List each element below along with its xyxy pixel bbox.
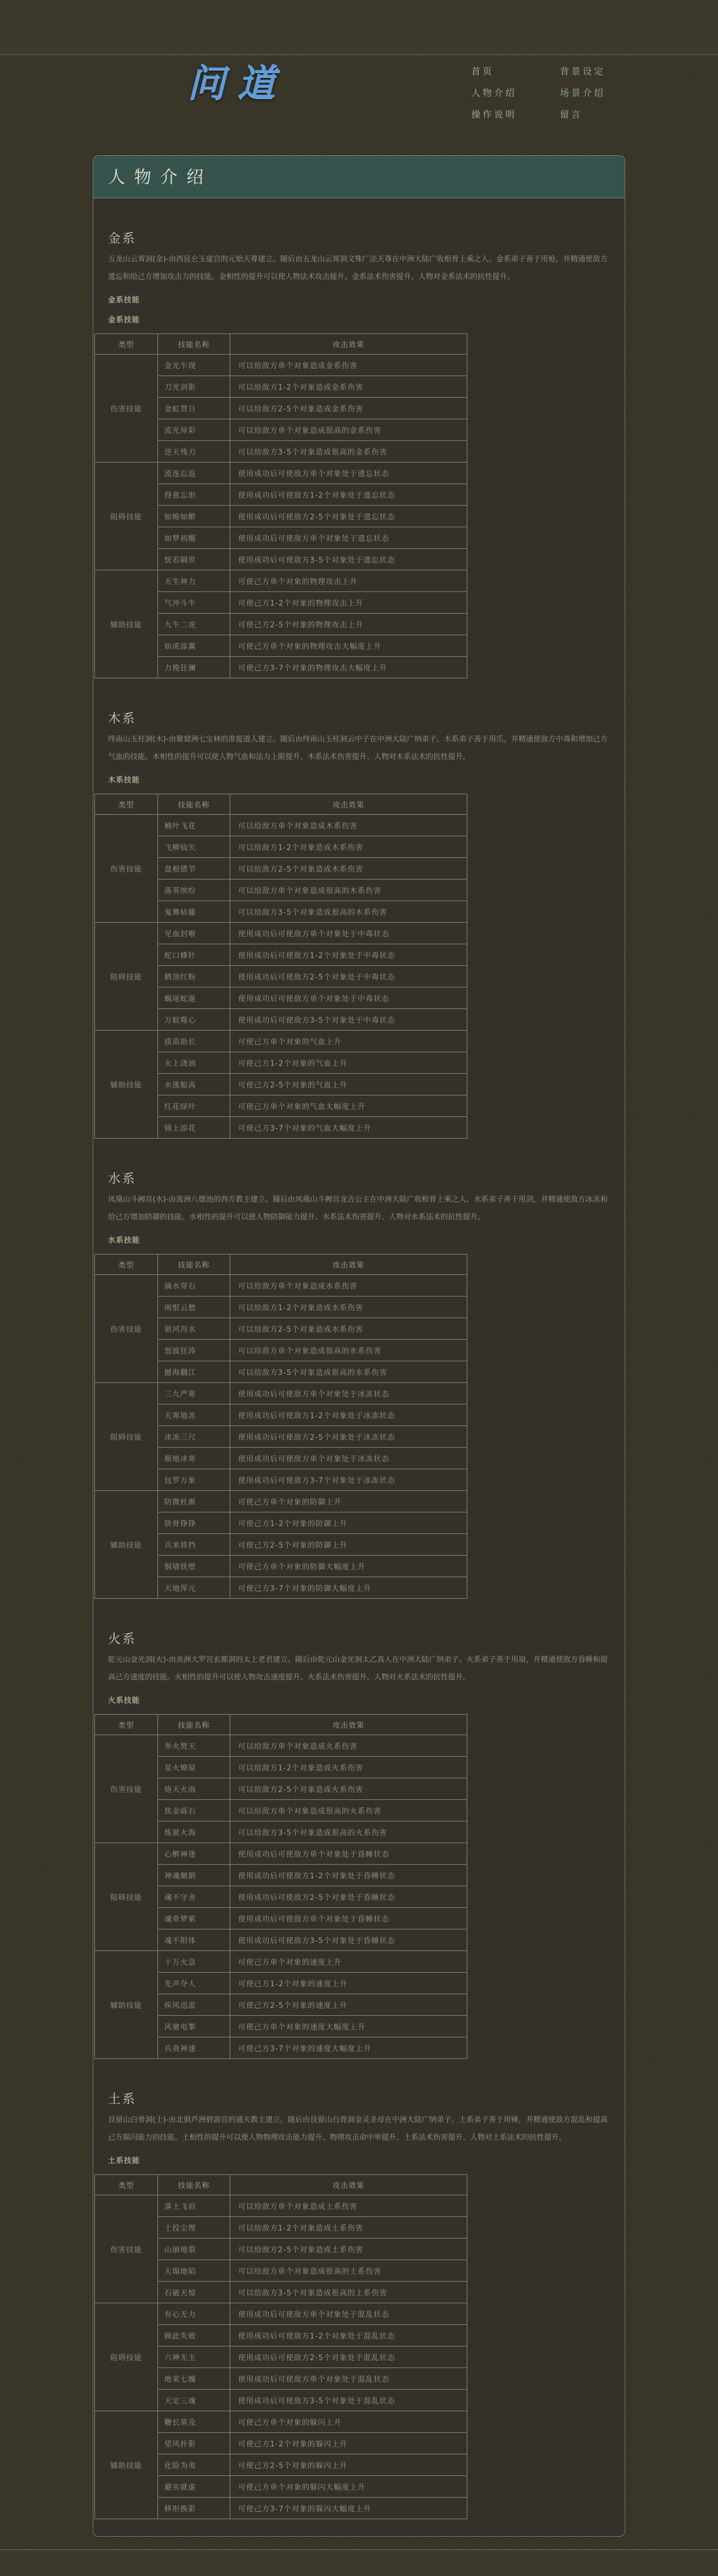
skill-name-cell: 逆天残刃 <box>158 441 230 462</box>
nav-link-characters[interactable]: 人物介绍 <box>471 87 517 98</box>
element-section <box>93 1629 625 2059</box>
skill-effect-cell: 使用成功后可使敌方单个对象处于混乱状态 <box>230 2303 467 2325</box>
skill-name-cell: 万蚁噬心 <box>158 1009 230 1031</box>
element-section <box>93 229 625 678</box>
skill-type-cell: 阻碍技能 <box>95 1383 158 1491</box>
skill-effect-cell: 使用成功后可使敌方3-5个对象处于中毒状态 <box>230 1009 467 1031</box>
skill-effect-cell: 可使己方单个对象的速度大幅度上升 <box>230 2016 467 2037</box>
skill-name-cell: 天寒地冻 <box>158 1404 230 1426</box>
skill-effect-cell: 可使己方1-2个对象的气血上升 <box>230 1052 467 1074</box>
skills-table-label: 土系技能 <box>108 2157 140 2166</box>
nav-column-right <box>560 63 605 128</box>
skill-effect-cell: 可使己方单个对象的物理攻击上升 <box>230 570 467 592</box>
column-header-type: 类型 <box>95 1715 158 1735</box>
skill-name-cell: 烙天火雨 <box>158 1778 230 1800</box>
table-row <box>95 1843 467 1865</box>
skill-effect-cell: 可以给敌方单个对象造成很高的土系伤害 <box>230 2260 467 2282</box>
skills-table-label: 金系技能 <box>108 316 140 325</box>
skill-effect-cell: 使用成功后可使敌方2-5个对象处于中毒状态 <box>230 966 467 987</box>
skill-name-cell: 如虎添翼 <box>158 635 230 657</box>
skill-name-cell: 铁骨铮铮 <box>158 1512 230 1534</box>
column-header-effect: 攻击效果 <box>230 794 467 815</box>
skills-table-head <box>95 1254 467 1275</box>
skill-effect-cell: 可使己方3-7个对象的防御大幅度上升 <box>230 1577 467 1599</box>
skill-effect-cell: 使用成功后可使敌方单个对象处于遗忘状态 <box>230 527 467 549</box>
skill-effect-cell: 使用成功后可使敌方1-2个对象处于中毒状态 <box>230 944 467 966</box>
skills-table <box>94 1714 467 2059</box>
page-footer <box>0 2549 718 2576</box>
skill-name-cell: 魂牵梦萦 <box>158 1908 230 1929</box>
skill-effect-cell: 使用成功后可使敌方2-5个对象处于混乱状态 <box>230 2346 467 2368</box>
skill-effect-cell: 可使己方1-2个对象的物理攻击上升 <box>230 592 467 614</box>
skill-name-cell: 焦金砾石 <box>158 1800 230 1821</box>
skill-name-cell: 移形换影 <box>158 2498 230 2519</box>
column-header-type: 类型 <box>95 334 158 355</box>
skill-name-cell: 防微杜渐 <box>158 1491 230 1512</box>
skill-effect-cell: 使用成功后可使敌方3-5个对象处于昏睡状态 <box>230 1929 467 1951</box>
skill-name-cell: 六神无主 <box>158 2346 230 2368</box>
skill-effect-cell: 使用成功后可使敌方3-5个对象处于混乱状态 <box>230 2390 467 2411</box>
skill-effect-cell: 可使己方单个对象的气血大幅度上升 <box>230 1095 467 1117</box>
column-header-effect: 攻击效果 <box>230 1715 467 1735</box>
skill-effect-cell: 可以给敌方1-2个对象造成木系伤害 <box>230 836 467 858</box>
skill-effect-cell: 可使己方2-5个对象的气血上升 <box>230 1074 467 1095</box>
skill-name-cell: 流光异彩 <box>158 419 230 441</box>
skill-name-cell: 土投尘埋 <box>158 2217 230 2239</box>
skill-name-cell: 刀光剑影 <box>158 376 230 398</box>
section-heading: 火系 <box>108 1632 137 1647</box>
nav-link-message[interactable]: 留言 <box>560 109 583 120</box>
skill-type-cell: 辅助技能 <box>95 1951 158 2059</box>
element-section <box>93 709 625 1139</box>
skills-table-body <box>95 2195 467 2519</box>
skill-effect-cell: 可以给敌方3-5个对象造成很高的土系伤害 <box>230 2282 467 2303</box>
section-heading: 金系 <box>108 232 137 246</box>
skill-name-cell: 落英缤纷 <box>158 879 230 901</box>
skill-name-cell: 雨恨云愁 <box>158 1297 230 1318</box>
section-intro: 五龙山云霄洞(金)-由西昆仑玉虚宫的元始天尊建立。随后由五龙山云霄洞文殊广法天尊在中洲大陆广收根骨上乘之人。金系弟子善于用枪，并精通使敌方遗忘和给己方增加攻击力的技能。金相性的提升可以使人物法术攻击提升、金系法术伤害提升、人物对金系法术的抗性提升。 <box>108 255 608 281</box>
skill-effect-cell: 可使己方1-2个对象的速度上升 <box>230 1973 467 1994</box>
table-row <box>95 1951 467 1973</box>
skill-name-cell: 鹤顶红粉 <box>158 966 230 987</box>
section-heading: 土系 <box>108 2093 137 2107</box>
site-header <box>0 55 718 132</box>
skill-name-cell: 如梦初醒 <box>158 527 230 549</box>
skill-type-cell: 辅助技能 <box>95 570 158 678</box>
skill-effect-cell: 可使己方1-2个对象的防御上升 <box>230 1512 467 1534</box>
skill-effect-cell: 可使己方2-5个对象的物理攻击上升 <box>230 614 467 635</box>
skill-effect-cell: 可使己方单个对象的气血上升 <box>230 1031 467 1052</box>
column-header-effect: 攻击效果 <box>230 2175 467 2195</box>
skills-table-label: 火系技能 <box>108 1697 140 1706</box>
skill-name-cell: 撼海翻江 <box>158 1361 230 1383</box>
element-section <box>93 1169 625 1599</box>
skill-name-cell: 九牛二虎 <box>158 614 230 635</box>
skill-effect-cell: 可以给敌方单个对象造成金系伤害 <box>230 355 467 376</box>
skill-name-cell: 魂不附体 <box>158 1929 230 1951</box>
skill-name-cell: 举火焚天 <box>158 1735 230 1757</box>
table-row <box>95 570 467 592</box>
skill-name-cell: 山崩地裂 <box>158 2239 230 2260</box>
table-row <box>95 1383 467 1404</box>
skills-table-label: 木系技能 <box>108 776 140 785</box>
content-panel <box>93 155 625 2537</box>
skill-effect-cell: 使用成功后可使敌方1-2个对象处于混乱状态 <box>230 2325 467 2346</box>
skills-table-head <box>95 2175 467 2195</box>
skill-effect-cell: 可以给敌方3-5个对象造成很高的金系伤害 <box>230 441 467 462</box>
skill-effect-cell: 可以给敌方2-5个对象造成水系伤害 <box>230 1318 467 1340</box>
skill-name-cell: 地束七魄 <box>158 2368 230 2390</box>
skill-effect-cell: 使用成功后可使敌方1-2个对象处于冰冻状态 <box>230 1404 467 1426</box>
skills-table-head <box>95 1715 467 1735</box>
table-row <box>95 2303 467 2325</box>
skill-name-cell: 化险为夷 <box>158 2454 230 2476</box>
skill-effect-cell: 可使己方单个对象的躲闪上升 <box>230 2411 467 2433</box>
skill-name-cell: 蝎尾蛇涎 <box>158 987 230 1009</box>
skills-table-label: 金系技能 <box>108 296 140 305</box>
section-intro: 终南山玉柱洞(木)-由聚窟洲七宝林的准提道人建立。随后由终南山玉柱洞云中子在中洲大陆广纳弟子。木系弟子善于用爪，并精通使敌方中毒和增加己方气血的技能。木相性的提升可以使人物气血和法力上限提升、木系法术伤害提升、人物对木系法术的抗性提升。 <box>108 735 608 761</box>
skills-table <box>94 1254 467 1599</box>
skill-name-cell: 兵贵神速 <box>158 2037 230 2059</box>
skill-effect-cell: 可使己方单个对象的速度上升 <box>230 1951 467 1973</box>
skills-table-label: 水系技能 <box>108 1236 140 1245</box>
nav-column-left <box>471 63 517 128</box>
skill-effect-cell: 可以给敌方2-5个对象造成金系伤害 <box>230 398 467 419</box>
skill-name-cell: 天生神力 <box>158 570 230 592</box>
skills-table-body <box>95 355 467 678</box>
skill-type-cell: 阻碍技能 <box>95 1843 158 1951</box>
skill-effect-cell: 使用成功后可使敌方单个对象处于中毒状态 <box>230 923 467 944</box>
skill-type-cell: 阻碍技能 <box>95 923 158 1031</box>
table-row <box>95 1275 467 1297</box>
skill-effect-cell: 可以给敌方1-2个对象造成火系伤害 <box>230 1757 467 1778</box>
skill-name-cell: 先声夺人 <box>158 1973 230 1994</box>
site-logo[interactable]: 问道 <box>188 61 288 105</box>
skill-effect-cell: 使用成功后可使敌方1-2个对象处于遗忘状态 <box>230 484 467 506</box>
skill-name-cell: 鬼舞枯藤 <box>158 901 230 923</box>
skill-effect-cell: 可使己方3-7个对象的躲闪大幅度上升 <box>230 2498 467 2519</box>
table-header-row <box>95 334 467 355</box>
skill-effect-cell: 可以给敌方3-5个对象造成很高的水系伤害 <box>230 1361 467 1383</box>
table-row <box>95 2195 467 2217</box>
skill-effect-cell: 使用成功后可使敌方单个对象处于冰冻状态 <box>230 1448 467 1469</box>
table-row <box>95 1031 467 1052</box>
skill-name-cell: 天定三魂 <box>158 2390 230 2411</box>
skills-table <box>94 794 467 1139</box>
table-row <box>95 462 467 484</box>
skill-name-cell: 金虹贯日 <box>158 398 230 419</box>
skill-effect-cell: 使用成功后可使敌方2-5个对象处于遗忘状态 <box>230 506 467 527</box>
skill-name-cell: 流连忘返 <box>158 462 230 484</box>
skill-name-cell: 银河泻水 <box>158 1318 230 1340</box>
nav-link-background[interactable]: 背景设定 <box>560 66 606 77</box>
section-heading: 水系 <box>108 1172 137 1187</box>
skill-name-cell: 炼狱火海 <box>158 1821 230 1843</box>
skill-effect-cell: 可以给敌方单个对象造成土系伤害 <box>230 2195 467 2217</box>
skill-name-cell: 避实就虚 <box>158 2476 230 2498</box>
table-row <box>95 815 467 836</box>
skill-name-cell: 盘根错节 <box>158 858 230 879</box>
skill-effect-cell: 可以给敌方单个对象造成很高的火系伤害 <box>230 1800 467 1821</box>
skill-name-cell: 如痴如醉 <box>158 506 230 527</box>
skill-name-cell: 见血封喉 <box>158 923 230 944</box>
nav-link-home[interactable]: 首页 <box>471 66 495 77</box>
skill-effect-cell: 可以给敌方单个对象造成火系伤害 <box>230 1735 467 1757</box>
table-row <box>95 923 467 944</box>
skill-name-cell: 兵来将挡 <box>158 1534 230 1556</box>
element-section <box>93 2090 625 2519</box>
page-title: 人物介绍 <box>93 156 625 198</box>
skills-table-body <box>95 1275 467 1599</box>
nav-link-controls[interactable]: 操作说明 <box>471 109 517 120</box>
sections-container <box>93 229 625 2519</box>
skill-effect-cell: 可以给敌方2-5个对象造成木系伤害 <box>230 858 467 879</box>
skill-effect-cell: 可使己方3-7个对象的气血大幅度上升 <box>230 1117 467 1139</box>
skill-effect-cell: 使用成功后可使敌方3-5个对象处于遗忘状态 <box>230 549 467 570</box>
section-intro: 艮留山白骨洞(土)-由北俱芦洲碧游宫的通天教主建立。随后由艮留山白骨洞金灵圣母在中洲大陆广纳弟子。土系弟子善于用锤，并精通使敌方混乱和提高己方躲闪能力的技能。土相性的提升可以使人物物理攻击能力提升、物理攻击命中率提升、土系法术伤害提升、人物对土系法术的抗性提升。 <box>108 2116 608 2142</box>
skill-name-cell: 三九严寒 <box>158 1383 230 1404</box>
skills-table-head <box>95 334 467 355</box>
column-header-effect: 攻击效果 <box>230 1254 467 1275</box>
column-header-effect: 攻击效果 <box>230 334 467 355</box>
skill-effect-cell: 可以给敌方单个对象造成木系伤害 <box>230 815 467 836</box>
skill-name-cell: 有心无力 <box>158 2303 230 2325</box>
skill-effect-cell: 可以给敌方单个对象造成很高的木系伤害 <box>230 879 467 901</box>
skill-effect-cell: 可使己方1-2个对象的躲闪上升 <box>230 2433 467 2454</box>
skill-name-cell: 金光乍现 <box>158 355 230 376</box>
skill-effect-cell: 可以给敌方3-5个对象造成很高的木系伤害 <box>230 901 467 923</box>
skill-name-cell: 神魂颠倒 <box>158 1865 230 1886</box>
skill-effect-cell: 使用成功后可使敌方单个对象处于昏睡状态 <box>230 1908 467 1929</box>
column-header-skill-name: 技能名称 <box>158 1715 230 1735</box>
skill-effect-cell: 可使己方单个对象的防御上升 <box>230 1491 467 1512</box>
skill-name-cell: 铜墙铁壁 <box>158 1556 230 1577</box>
skill-name-cell: 天地浑元 <box>158 1577 230 1599</box>
skill-type-cell: 阻碍技能 <box>95 462 158 570</box>
skill-effect-cell: 可使己方3-7个对象的速度大幅度上升 <box>230 2037 467 2059</box>
skill-effect-cell: 可以给敌方1-2个对象造成水系伤害 <box>230 1297 467 1318</box>
skill-name-cell: 十万火急 <box>158 1951 230 1973</box>
skill-name-cell: 鞭长莫及 <box>158 2411 230 2433</box>
skills-table <box>94 2174 467 2519</box>
skill-effect-cell: 可以给敌方1-2个对象造成金系伤害 <box>230 376 467 398</box>
skill-type-cell: 伤害技能 <box>95 1735 158 1843</box>
skill-effect-cell: 可使己方单个对象的防御大幅度上升 <box>230 1556 467 1577</box>
table-header-row <box>95 794 467 815</box>
skill-name-cell: 楠叶飞花 <box>158 815 230 836</box>
skill-name-cell: 疾风迅雷 <box>158 1994 230 2016</box>
table-header-row <box>95 1715 467 1735</box>
section-heading: 木系 <box>108 712 137 727</box>
skills-table <box>94 334 467 678</box>
skill-effect-cell: 使用成功后可使敌方单个对象处于冰冻状态 <box>230 1383 467 1404</box>
skill-effect-cell: 可以给敌方2-5个对象造成火系伤害 <box>230 1778 467 1800</box>
skill-effect-cell: 可以给敌方单个对象造成很高的水系伤害 <box>230 1340 467 1361</box>
skills-table-body <box>95 815 467 1139</box>
skill-name-cell: 力挽狂澜 <box>158 657 230 678</box>
skill-effect-cell: 使用成功后可使敌方单个对象处于混乱状态 <box>230 2368 467 2390</box>
skill-type-cell: 伤害技能 <box>95 355 158 462</box>
top-strip <box>0 0 718 55</box>
skill-effect-cell: 使用成功后可使敌方单个对象处于中毒状态 <box>230 987 467 1009</box>
skill-name-cell: 顾此失彼 <box>158 2325 230 2346</box>
skill-type-cell: 伤害技能 <box>95 2195 158 2303</box>
skill-effect-cell: 可使己方单个对象的物理攻击大幅度上升 <box>230 635 467 657</box>
column-header-type: 类型 <box>95 794 158 815</box>
table-row <box>95 2411 467 2433</box>
skill-effect-cell: 使用成功后可使敌方3-7个对象处于冰冻状态 <box>230 1469 467 1491</box>
skill-name-cell: 风驰电掣 <box>158 2016 230 2037</box>
skill-type-cell: 阻碍技能 <box>95 2303 158 2411</box>
skill-name-cell: 天塌地陷 <box>158 2260 230 2282</box>
skill-effect-cell: 可使己方3-7个对象的物理攻击大幅度上升 <box>230 657 467 678</box>
skill-name-cell: 滴水穿石 <box>158 1275 230 1297</box>
skill-effect-cell: 可以给敌方单个对象造成水系伤害 <box>230 1275 467 1297</box>
skill-name-cell: 星火燎原 <box>158 1757 230 1778</box>
skill-effect-cell: 可以给敌方2-5个对象造成土系伤害 <box>230 2239 467 2260</box>
skill-type-cell: 辅助技能 <box>95 2411 158 2519</box>
skill-name-cell: 锦上添花 <box>158 1117 230 1139</box>
skill-name-cell: 气冲斗牛 <box>158 592 230 614</box>
column-header-skill-name: 技能名称 <box>158 794 230 815</box>
skill-name-cell: 蛇口蜂针 <box>158 944 230 966</box>
skill-type-cell: 辅助技能 <box>95 1491 158 1599</box>
table-row <box>95 355 467 376</box>
skill-effect-cell: 使用成功后可使敌方1-2个对象处于昏睡状态 <box>230 1865 467 1886</box>
skill-type-cell: 伤害技能 <box>95 1275 158 1383</box>
table-header-row <box>95 2175 467 2195</box>
skill-effect-cell: 可使己方2-5个对象的躲闪上升 <box>230 2454 467 2476</box>
skill-effect-cell: 可以给敌方1-2个对象造成土系伤害 <box>230 2217 467 2239</box>
nav-link-scenes[interactable]: 场景介绍 <box>560 87 606 98</box>
skill-name-cell: 恍若隔世 <box>158 549 230 570</box>
skill-name-cell: 红花绿叶 <box>158 1095 230 1117</box>
skill-name-cell: 石破天惊 <box>158 2282 230 2303</box>
skill-name-cell: 魂不守舍 <box>158 1886 230 1908</box>
column-header-skill-name: 技能名称 <box>158 1254 230 1275</box>
column-header-type: 类型 <box>95 1254 158 1275</box>
skills-table-head <box>95 794 467 815</box>
skill-name-cell: 水涨船高 <box>158 1074 230 1095</box>
skill-name-cell: 得意忘形 <box>158 484 230 506</box>
skill-name-cell: 极地冰寒 <box>158 1448 230 1469</box>
skill-effect-cell: 使用成功后可使敌方单个对象处于昏睡状态 <box>230 1843 467 1865</box>
skill-effect-cell: 可使己方2-5个对象的速度上升 <box>230 1994 467 2016</box>
skill-effect-cell: 使用成功后可使敌方2-5个对象处于冰冻状态 <box>230 1426 467 1448</box>
skill-name-cell: 望风扑影 <box>158 2433 230 2454</box>
table-row <box>95 1735 467 1757</box>
table-header-row <box>95 1254 467 1275</box>
skill-type-cell: 伤害技能 <box>95 815 158 923</box>
skill-name-cell: 怒波狂涛 <box>158 1340 230 1361</box>
table-row <box>95 1491 467 1512</box>
column-header-skill-name: 技能名称 <box>158 2175 230 2195</box>
section-intro: 凤凰山斗阙宫(水)-由流洲八德池的西方教主建立。随后由凤凰山斗阙宫龙吉公主在中洲大陆广收根骨上乘之人。水系弟子善于用剑，并精通使敌方冰冻和给己方增加防御的技能。水相性的提升可以使人物防御能力提升、水系法术伤害提升、人物对水系法术的抗性提升。 <box>108 1195 608 1222</box>
skill-type-cell: 辅助技能 <box>95 1031 158 1139</box>
column-header-type: 类型 <box>95 2175 158 2195</box>
skill-name-cell: 心醉神迷 <box>158 1843 230 1865</box>
skill-effect-cell: 使用成功后可使敌方2-5个对象处于昏睡状态 <box>230 1886 467 1908</box>
skill-effect-cell: 可使己方单个对象的躲闪大幅度上升 <box>230 2476 467 2498</box>
section-intro: 乾元山金光洞(火)-由炎洲大罗宫玄都洞的太上老君建立。随后由乾元山金光洞太乙真人在中洲大陆广纳弟子。火系弟子善于用扇，并精通使敌方昏睡和提高己方速度的技能。火相性的提升可以使人物攻击速度提升、火系法术伤害提升、人物对火系法术的抗性提升。 <box>108 1656 608 1682</box>
skill-name-cell: 冰冻三尺 <box>158 1426 230 1448</box>
skill-name-cell: 包罗万象 <box>158 1469 230 1491</box>
skill-name-cell: 落土飞岩 <box>158 2195 230 2217</box>
skill-name-cell: 飞柳仙矢 <box>158 836 230 858</box>
skill-effect-cell: 使用成功后可使敌方单个对象处于遗忘状态 <box>230 462 467 484</box>
skill-effect-cell: 可以给敌方3-5个对象造成很高的火系伤害 <box>230 1821 467 1843</box>
skills-table-body <box>95 1735 467 2059</box>
column-header-skill-name: 技能名称 <box>158 334 230 355</box>
skill-effect-cell: 可使己方2-5个对象的防御上升 <box>230 1534 467 1556</box>
skill-name-cell: 火上浇油 <box>158 1052 230 1074</box>
skill-effect-cell: 可以给敌方单个对象造成很高的金系伤害 <box>230 419 467 441</box>
skill-name-cell: 拔苗助长 <box>158 1031 230 1052</box>
